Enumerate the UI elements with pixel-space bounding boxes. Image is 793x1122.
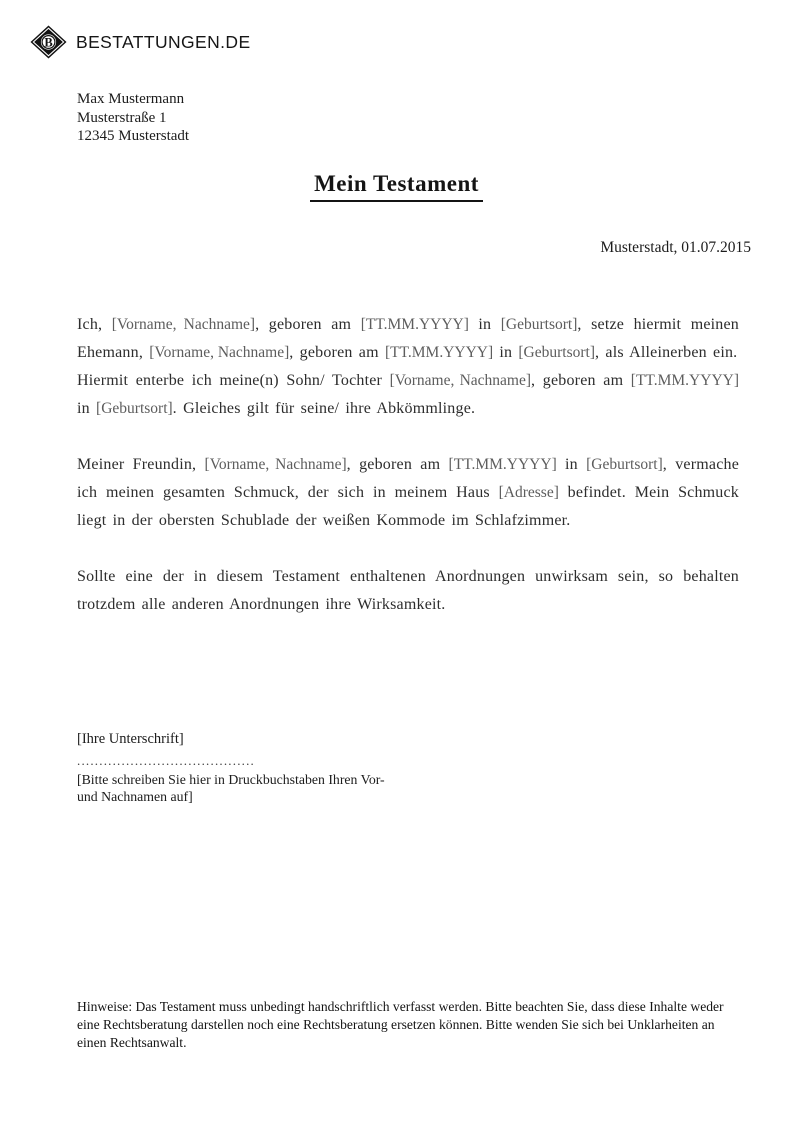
placeholder-field: [TT.MM.YYYY] [630,372,739,389]
testament-body [77,311,739,619]
legal-note: Hinweise: Das Testament muss unbedingt handschriftlich verfasst werden. Bitte beachten Sie, dass diese Inhalte weder eine Rechtsberatung darstellen noch eine Rechtsberatung ersetzen können. Bitte wenden Sie sich bei Unklarheiten an einen Rechtsanwalt. [77,999,724,1050]
paragraph-heir-appointment [77,311,739,367]
handwritten-text: Ich, [77,316,112,333]
handwritten-text: , als Alleinerben ein. [595,344,738,361]
placeholder-field: [Geburtsort] [96,400,173,417]
handwritten-text: , setze hiermit meinen Ehemann, [77,316,739,361]
sender-city: 12345 Musterstadt [77,128,190,144]
handwritten-text: Sollte eine der in diesem Testament enthaltenen Anordnungen unwirksam sein, so behalten trotzdem alle anderen Anordnungen ihre Wirksamkeit. [77,568,739,613]
signature-dotted-line: ........................................ [77,755,255,767]
placeholder-field: [Adresse] [498,484,559,501]
placeholder-field: [TT.MM.YYYY] [384,344,494,361]
paragraph-bequest [77,451,739,535]
handwritten-text: Meiner Freundin, [77,456,205,473]
signature-label: [Ihre Unterschrift] [77,731,184,747]
dateline: Musterstadt, 01.07.2015 [600,239,751,256]
paragraph-severability [77,563,739,619]
placeholder-field: [Geburtsort] [586,456,663,473]
handwritten-text: , geboren am [531,372,631,389]
diamond-b-icon [30,25,67,59]
handwritten-text: in [493,344,519,361]
sender-name: Max Mustermann [77,91,185,107]
sender-address [77,90,189,146]
brand-name: BESTATTUNGEN.DE [76,31,251,52]
placeholder-field: [Geburtsort] [500,316,578,333]
handwritten-text: befindet. Mein Schmuck liegt in der obersten Schublade der weißen Kommode im Schlafzimmer. [77,484,740,529]
placeholder-field: [Vorname, Nachname] [149,344,290,361]
handwritten-text: in [556,456,587,473]
signature-block [77,731,392,805]
handwritten-text: Hiermit enterbe ich meine(n) Sohn/ Tochter [77,372,390,389]
signature-instruction: [Bitte schreiben Sie hier in Druckbuchstaben Ihren Vor- und Nachnamen auf] [77,772,385,804]
placeholder-field: [Vorname, Nachname] [111,316,256,333]
placeholder-field: [TT.MM.YYYY] [448,456,557,473]
svg-text:B: B [44,35,53,50]
placeholder-field: [Vorname, Nachname] [389,372,532,389]
placeholder-field: [TT.MM.YYYY] [360,316,469,333]
handwritten-text: . Gleiches gilt für seine/ ihre Abkömmlinge. [172,400,476,417]
handwritten-text: , geboren am [255,316,361,333]
brand-logo [30,25,251,59]
handwritten-text: , vermache ich meinen gesamten Schmuck, der sich in meinem Haus [77,456,740,501]
paragraph-disinheritance [77,367,739,423]
document-title: Mein Testament [310,171,483,202]
handwritten-text: , geboren am [289,344,385,361]
sender-street: Musterstraße 1 [77,109,167,126]
placeholder-field: [Geburtsort] [518,344,596,361]
title-wrap [0,171,793,202]
handwritten-text: in [77,400,97,417]
handwritten-text: , geboren am [346,456,449,473]
handwritten-text: in [468,316,501,333]
placeholder-field: [Vorname, Nachname] [204,456,347,473]
